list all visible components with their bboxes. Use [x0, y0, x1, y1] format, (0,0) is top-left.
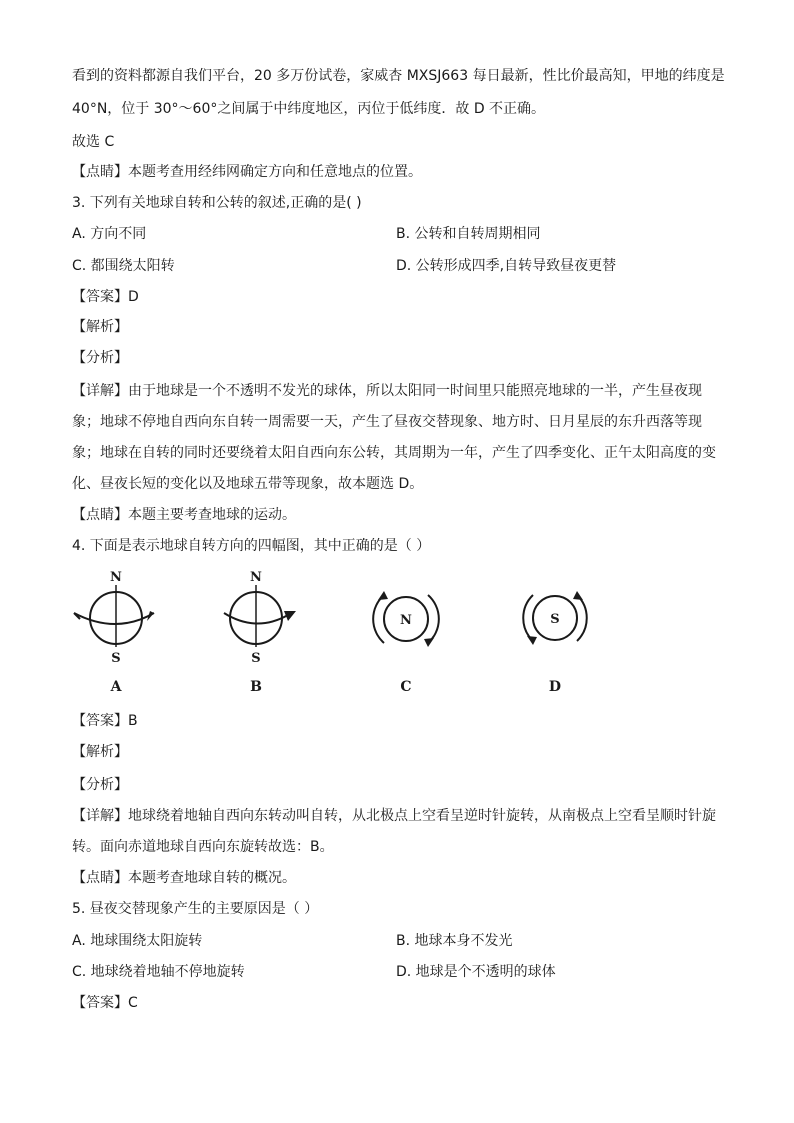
intro-line-1: 看到的资料都源自我们平台，20 多万份试卷，家威杏 MXSJ663 每日最新，性比价最高知，甲地的纬度是	[72, 68, 725, 84]
figure-c-center-label: N	[400, 613, 412, 628]
q5-option-a: A. 地球围绕太阳旋转	[72, 933, 203, 949]
figure-d-left-arc	[523, 595, 533, 641]
figure-c-right-arrow-icon	[424, 638, 434, 647]
q3-option-a: A. 方向不同	[72, 226, 147, 242]
q5-option-b: B. 地球本身不发光	[396, 933, 513, 949]
figure-a-north-label: N	[110, 570, 122, 585]
q5-answer: 【答案】C	[72, 995, 138, 1011]
figure-a-south-label: S	[111, 651, 121, 666]
figure-c-right-arc	[428, 595, 439, 643]
q3-option-c: C. 都围绕太阳转	[72, 258, 175, 274]
figure-d-right-arrow-icon	[573, 591, 583, 600]
figure-d-left-arrow-icon	[527, 636, 537, 645]
figure-a-caption: A	[110, 679, 122, 695]
q3-option-b: B. 公转和自转周期相同	[396, 226, 541, 242]
q5-option-d: D. 地球是个不透明的球体	[396, 964, 556, 980]
figure-b-caption: B	[250, 679, 262, 695]
q3-detail-4: 化、昼夜长短的变化以及地球五带等现象，故本题选 D。	[72, 476, 424, 492]
figure-c-left-arc	[373, 595, 384, 643]
q4-stem: 4. 下面是表示地球自转方向的四幅图，其中正确的是（ ）	[72, 538, 431, 554]
q4-answer: 【答案】B	[72, 713, 138, 729]
figure-d	[523, 591, 587, 695]
intro-comment: 【点睛】本题考查用经纬网确定方向和任意地点的位置。	[72, 164, 422, 180]
q4-analysis-heading: 【解析】	[72, 744, 128, 760]
q3-detail-3: 象；地球在自转的同时还要绕着太阳自西向东公转，其周期为一年，产生了四季变化、正午太阳高度的变	[72, 445, 716, 461]
q3-detail-2: 象；地球不停地自西向东自转一周需要一天，产生了昼夜交替现象、地方时、日月星辰的东升西落等现	[72, 414, 702, 430]
figure-d-center-label: S	[550, 612, 560, 627]
figure-a	[74, 570, 154, 695]
q5-option-c: C. 地球绕着地轴不停地旋转	[72, 964, 245, 980]
q3-stem: 3. 下列有关地球自转和公转的叙述,正确的是( )	[72, 195, 362, 211]
figure-c-caption: C	[400, 679, 412, 695]
figure-b-north-label: N	[250, 570, 262, 585]
q4-comment: 【点睛】本题考查地球自转的概况。	[72, 870, 296, 886]
q5-stem: 5. 昼夜交替现象产生的主要原因是（ ）	[72, 901, 319, 917]
q3-answer: 【答案】D	[72, 289, 139, 305]
q3-option-d: D. 公转形成四季,自转导致昼夜更替	[396, 258, 617, 274]
q3-detail-1: 【详解】由于地球是一个不透明不发光的球体，所以太阳同一时间里只能照亮地球的一半，产生昼夜现	[72, 383, 702, 399]
figure-c	[373, 591, 439, 695]
figure-d-right-arc	[577, 595, 587, 641]
figure-b-south-label: S	[251, 651, 261, 666]
figure-c-left-arrow-icon	[378, 591, 388, 600]
figure-d-caption: D	[548, 679, 562, 695]
earth-rotation-figures	[66, 565, 606, 700]
q4-fenxi-heading: 【分析】	[72, 777, 128, 793]
q3-comment: 【点睛】本题主要考查地球的运动。	[72, 507, 296, 523]
q3-analysis-heading: 【解析】	[72, 319, 128, 335]
q3-fenxi-heading: 【分析】	[72, 350, 128, 366]
intro-line-2: 40°N，位于 30°～60°之间属于中纬度地区，丙位于低纬度．故 D 不正确。	[72, 101, 546, 117]
intro-conclusion: 故选 C	[72, 134, 115, 150]
figure-b	[224, 570, 296, 695]
q4-detail-2: 转。面向赤道地球自西向东旋转故选：B。	[72, 839, 334, 855]
q4-detail-1: 【详解】地球绕着地轴自西向东转动叫自转，从北极点上空看呈逆时针旋转，从南极点上空看呈顺时针旋	[72, 808, 716, 824]
